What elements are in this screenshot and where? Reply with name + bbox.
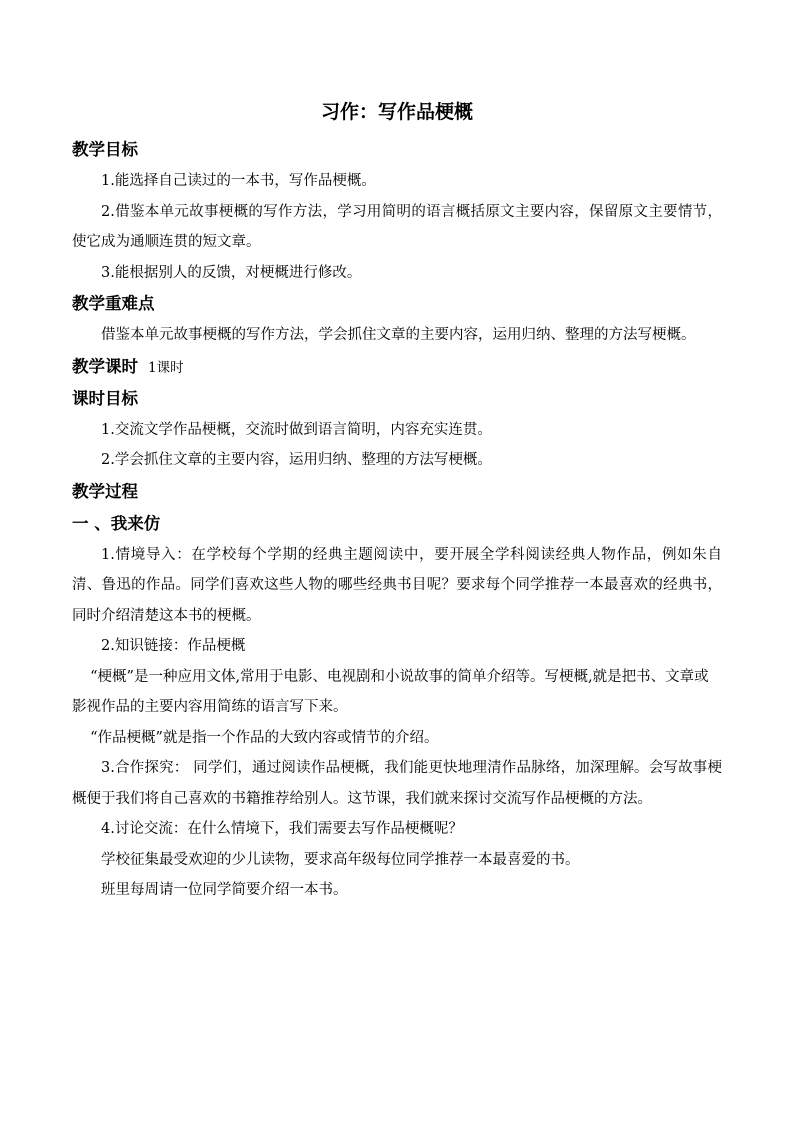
process-paragraph-5: 3.合作探究： 同学们，通过阅读作品梗概，我们能更快地理清作品脉络，加深理解。会写故事梗概便于我们将自己喜欢的书籍推荐给别人。这节课，我们就来探讨交流写作品梗概的方法。 <box>72 760 722 807</box>
lesson-goal-item-1: 1.交流文学作品梗概，交流时做到语言简明，内容充实连贯。 <box>101 421 492 438</box>
process-heading: 教学过程 <box>72 481 138 501</box>
key-points-heading: 教学重难点 <box>72 294 155 313</box>
goal-item-3: 3.能根据别人的反馈，对梗概进行修改。 <box>101 264 362 281</box>
goal-item-1: 1.能选择自己读过的一本书，写作品梗概。 <box>101 173 376 189</box>
hours-heading-label: 教学课时 <box>72 356 138 376</box>
document-page <box>72 98 722 906</box>
process-paragraph-2: 2.知识链接：作品梗概 <box>101 638 246 654</box>
lesson-goals-heading: 课时目标 <box>72 388 138 408</box>
process-paragraph-4: “作品梗概”就是指一个作品的大致内容或情节的介绍。 <box>90 729 439 746</box>
process-paragraph-7: 学校征集最受欢迎的少儿读物，要求高年级每位同学推荐一本最喜爱的书。 <box>101 851 580 868</box>
process-paragraph-1: 1.情境导入：在学校每个学期的经典主题阅读中，要开展全学科阅读经典人物作品，例如朱自清、鲁迅的作品。同学们喜欢这些人物的哪些经典书目呢？要求每个同学推荐一本最喜欢的经典书，同时介绍清楚这本书的梗概。 <box>72 546 722 624</box>
goals-heading: 教学目标 <box>72 140 138 159</box>
lesson-goal-item-2: 2.学会抓住文章的主要内容，运用归纳、整理的方法写梗概。 <box>101 452 492 468</box>
hours-value: 1课时 <box>148 359 184 376</box>
process-paragraph-3: “梗概”是一种应用文体,常用于电影、电视剧和小说故事的简单介绍等。写梗概,就是把书、文章或影视作品的主要内容用简练的语言写下来。 <box>72 668 709 715</box>
process-paragraph-8: 班里每周请一位同学简要介绍一本书。 <box>101 882 348 898</box>
document-title: 习作：写作品梗概 <box>320 101 473 123</box>
key-points-text: 借鉴本单元故事梗概的写作方法，学会抓住文章的主要内容，运用归纳、整理的方法写梗概。 <box>101 327 696 343</box>
goal-item-2: 2.借鉴本单元故事梗概的写作方法，学习用简明的语言概括原文主要内容，保留原文主要情节，使它成为通顺连贯的短文章。 <box>72 203 722 250</box>
process-paragraph-6: 4.讨论交流：在什么情境下，我们需要去写作品梗概呢？ <box>101 821 463 837</box>
process-subheading: 一 、我来仿 <box>72 513 161 533</box>
hours-heading <box>72 351 722 383</box>
